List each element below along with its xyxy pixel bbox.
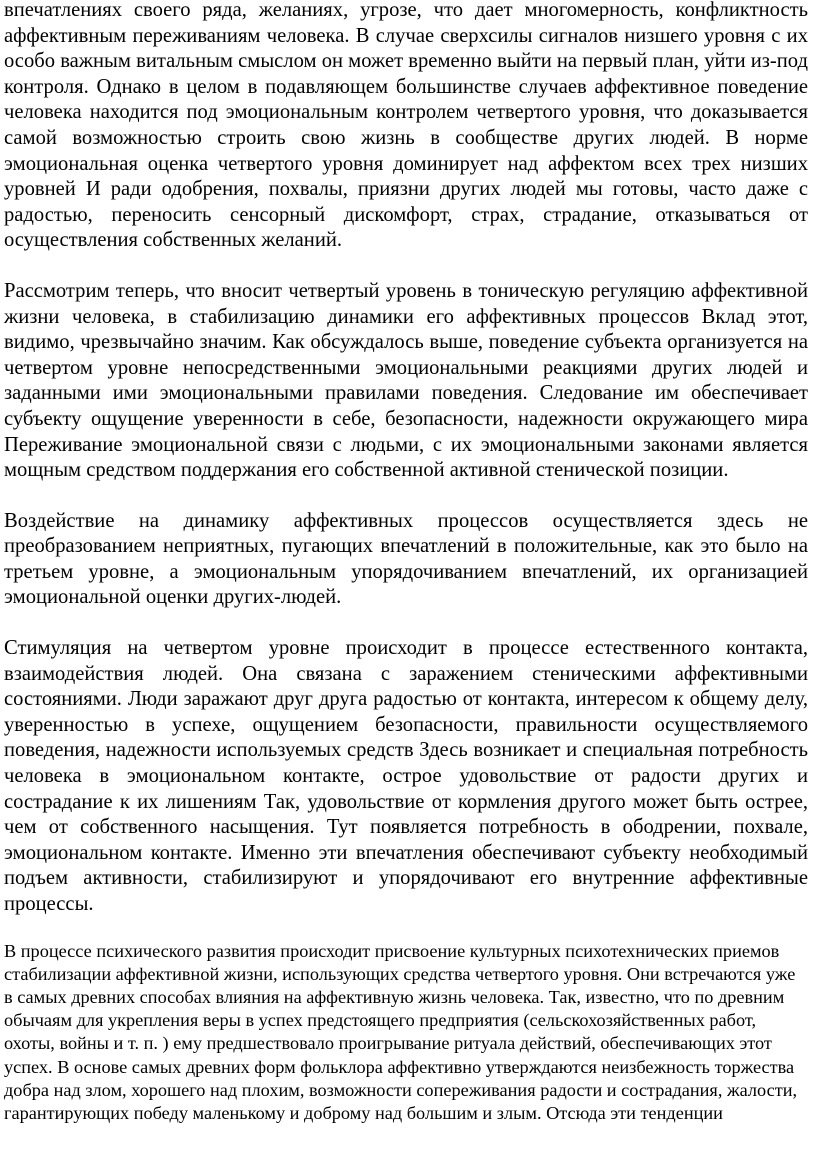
paragraph-4: Стимуляция на четвертом уровне происходит в процессе естественного контакта, взаимодействия людей. Она связана с заражением стеническими аффективными состояниями. Люди заражают друг друга радостью от контакта, интересом к общему делу, уверенностью в успехе, ощущением безопасности, правильности осуществляемого поведения, надежности используемых средств Здесь возникает и специальная потребность человека в эмоциональном контакте, острое удовольствие от радости других и сострадание к их лишениям Так, удовольствие от кормления другого может быть острее, чем от собственного насыщения. Тут появляется потребность в ободрении, похвале, эмоциональном контакте. Именно эти впечатления обеспечивают субъекту необходимый подъем активности, стабилизируют и упорядочивают его внутренние аффективные процессы. (4, 637, 808, 915)
paragraph-gap (4, 254, 808, 279)
paragraph-5: В процессе психического развития происходит присвоение культурных психотехнических приемов стабилизации аффективной жизни, использующих средства четвертого уровня. Они встречаются уже в самых древних способах влияния на аффективную жизнь человека. Так, известно, что по древним обычаям для укрепления веры в успех предстоящего предприятия (сельскохозяйственных работ, охоты, войны и т. п. ) ему предшествовало проигрывание ритуала действий, обеспечивающих этот успех. В основе самых древних форм фольклора аффективно утверждаются неизбежность торжества добра над злом, хорошего над плохим, возможности сопереживания радости и сострадания, жалости, гарантирующих победу маленькому и доброму над большим и злым. Отсюда эти тенденции (4, 940, 798, 1124)
paragraph-3: Воздействие на динамику аффективных процессов осуществляется здесь не преобразованием неприятных, пугающих впечатлений в положительные, как это было на третьем уровне, а эмоциональным упорядочиванием впечатлений, их организацией эмоциональной оценки других-людей. (4, 509, 808, 609)
paragraph-2: Рассмотрим теперь, что вносит четвертый уровень в тоническую регуляцию аффективной жизни человека, в стабилизацию динамики его аффективных процессов Вклад этот, видимо, чрезвычайно значим. Как обсуждалось выше, поведение субъекта организуется на четвертом уровне непосредственными эмоциональными реакциями других людей и заданными ими эмоциональными правилами поведения. Следование им обеспечивает субъекту ощущение уверенности в себе, безопасности, надежности окружающего мира Переживание эмоциональной связи с людьми, с их эмоциональными законами является мощным средством поддержания его собственной активной стенической позиции. (4, 279, 808, 482)
paragraph-gap (4, 484, 808, 509)
paragraph-1: впечатлениях своего ряда, желаниях, угрозе, что дает многомерность, конфликтность аффективным переживаниям человека. В случае сверхсилы сигналов низшего уровня с их особо важным витальным смыслом он может временно выйти на первый план, уйти из-под контроля. Однако в целом в подавляющем большинстве случаев аффективное поведение человека находится под эмоциональным контролем четвертого уровня, что доказывается самой возможностью строить свою жизнь в сообществе других людей. В норме эмоциональная оценка четвертого уровня доминирует над аффектом всех трех низших уровней И ради одобрения, похвалы, приязни других людей мы готовы, часто даже с радостью, переносить сенсорный дискомфорт, страх, страдание, отказываться от осуществления собственных желаний. (4, 0, 808, 252)
paragraph-gap (4, 611, 808, 636)
paragraph-gap (4, 918, 808, 940)
